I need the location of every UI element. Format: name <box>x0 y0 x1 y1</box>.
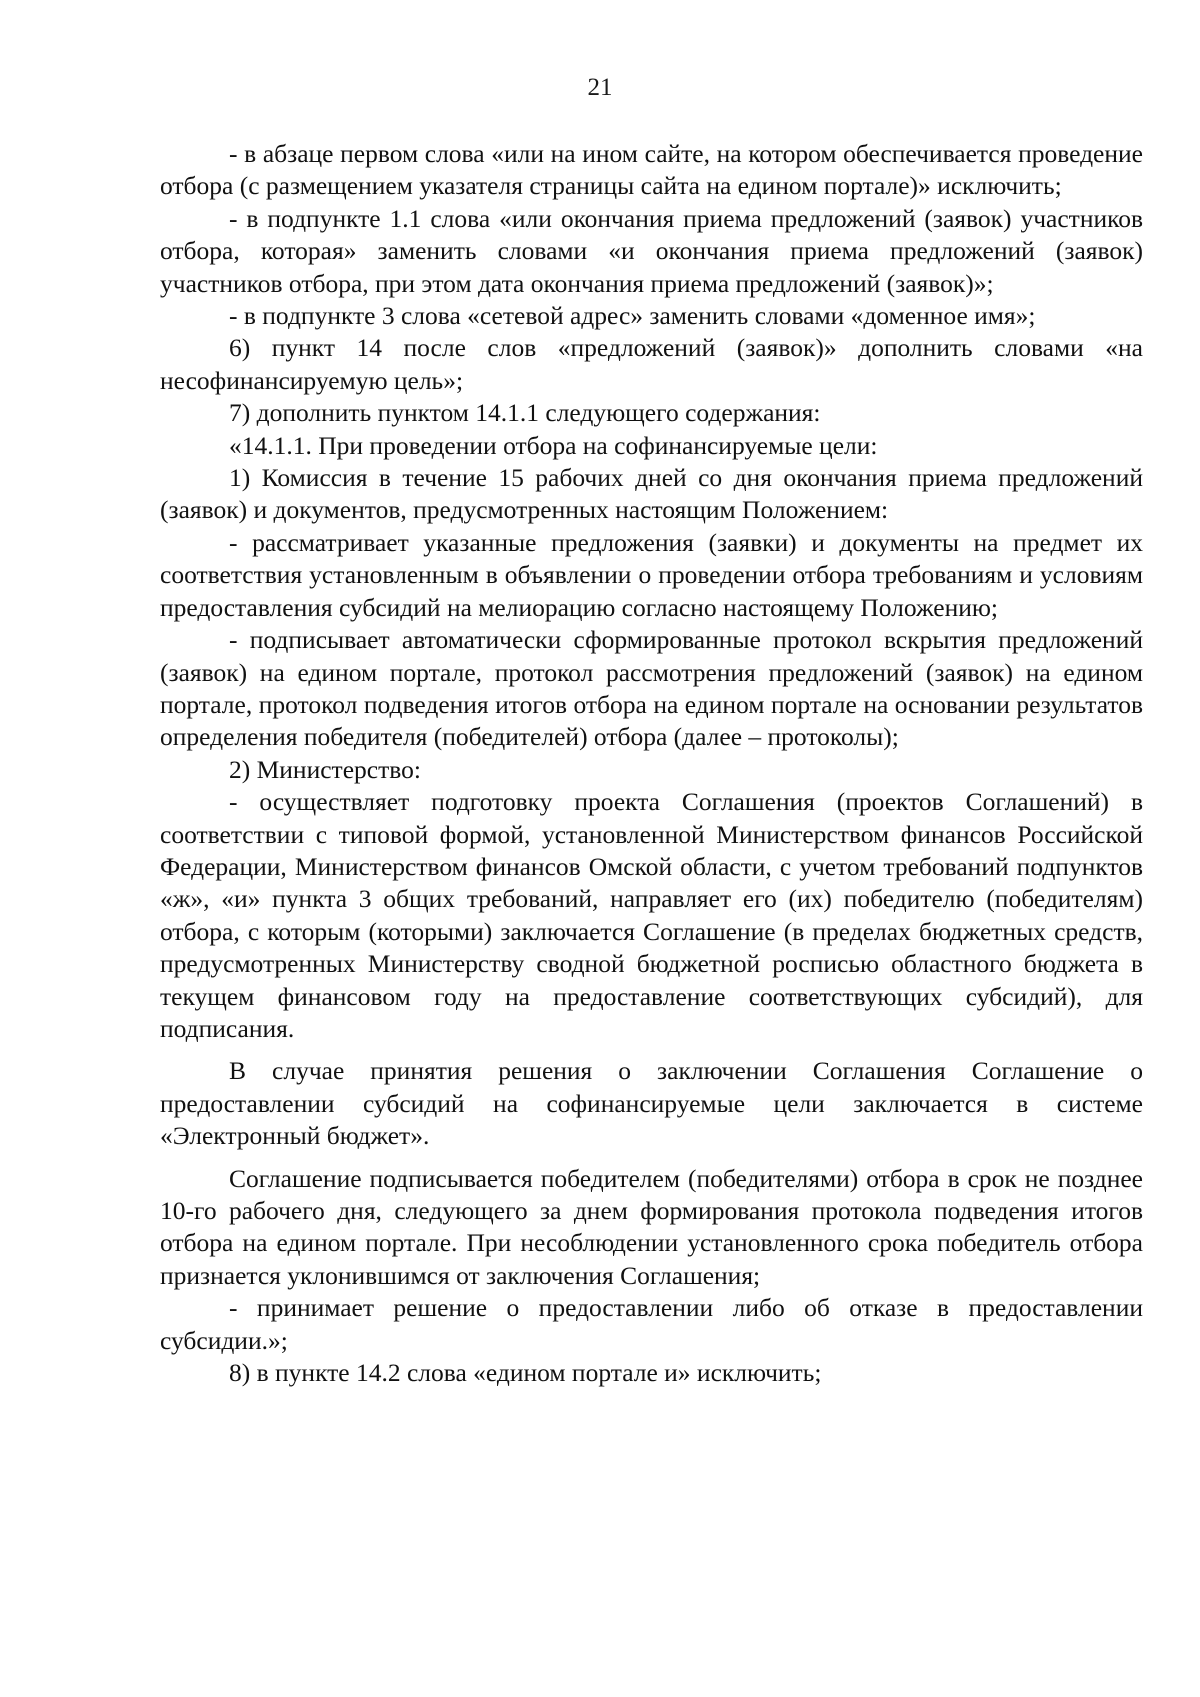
paragraph: В случае принятия решения о заключении Соглашения Соглашение о предоставлении субсидий на софинансируемые цели заключается в системе «Электронный бюджет». <box>160 1056 1143 1151</box>
page-number: 21 <box>587 74 613 101</box>
paragraph: 7) дополнить пунктом 14.1.1 следующего содержания: <box>229 398 821 428</box>
paragraph: - рассматривает указанные предложения (заявки) и документы на предмет их соответствия установленным в объявлении о проведении отбора требованиям и условиям предоставления субсидий на мелиорацию согласно настоящему Положению; <box>160 527 1143 622</box>
paragraph: 1) Комиссия в течение 15 рабочих дней со дня окончания приема предложений (заявок) и документов, предусмотренных настоящим Положением: <box>160 463 1143 525</box>
paragraph: Соглашение подписывается победителем (победителями) отбора в срок не позднее 10-го рабочего дня, следующего за днем формирования протокола подведения итогов отбора на едином портале. При несоблюдении установленного срока победитель отбора признается уклонившимся от заключения Соглашения; <box>160 1163 1143 1290</box>
paragraph: 2) Министерство: <box>229 754 421 784</box>
paragraph: - подписывает автоматически сформированные протокол вскрытия предложений (заявок) на едином портале, протокол рассмотрения предложений (заявок) на едином портале, протокол подведения итогов отбора на едином портале на основании результатов определения победителя (победителей) отбора (далее – протоколы); <box>160 625 1143 752</box>
paragraph: - осуществляет подготовку проекта Соглашения (проектов Соглашений) в соответствии с типовой формой, установленной Министерством финансов Российской Федерации, Министерством финансов Омской области, с учетом требований подпунктов «ж», «и» пункта 3 общих требований, направляет его (их) победителю (победителям) отбора, с которым (которыми) заключается Соглашение (в пределах бюджетных средств, предусмотренных Министерству сводной бюджетной росписью областного бюджета в текущем финансовом году на предоставление соответствующих субсидий), для подписания. <box>160 787 1143 1043</box>
document-body <box>160 138 1143 1389</box>
paragraph: 6) пункт 14 после слов «предложений (заявок)» дополнить словами «на несофинансируемую цель»; <box>160 333 1143 395</box>
paragraph: - в абзаце первом слова «или на ином сайте, на котором обеспечивается проведение отбора (с размещением указателя страницы сайта на едином портале)» исключить; <box>160 139 1143 201</box>
paragraph: 8) в пункте 14.2 слова «едином портале и» исключить; <box>229 1358 822 1388</box>
paragraph: «14.1.1. При проведении отбора на софинансируемые цели: <box>229 430 878 460</box>
paragraph: - в подпункте 3 слова «сетевой адрес» заменить словами «доменное имя»; <box>229 301 1036 331</box>
paragraph: - в подпункте 1.1 слова «или окончания приема предложений (заявок) участников отбора, которая» заменить словами «и окончания приема предложений (заявок) участников отбора, при этом дата окончания приема предложений (заявок)»; <box>160 203 1143 298</box>
paragraph: - принимает решение о предоставлении либо об отказе в предоставлении субсидии.»; <box>160 1293 1143 1355</box>
